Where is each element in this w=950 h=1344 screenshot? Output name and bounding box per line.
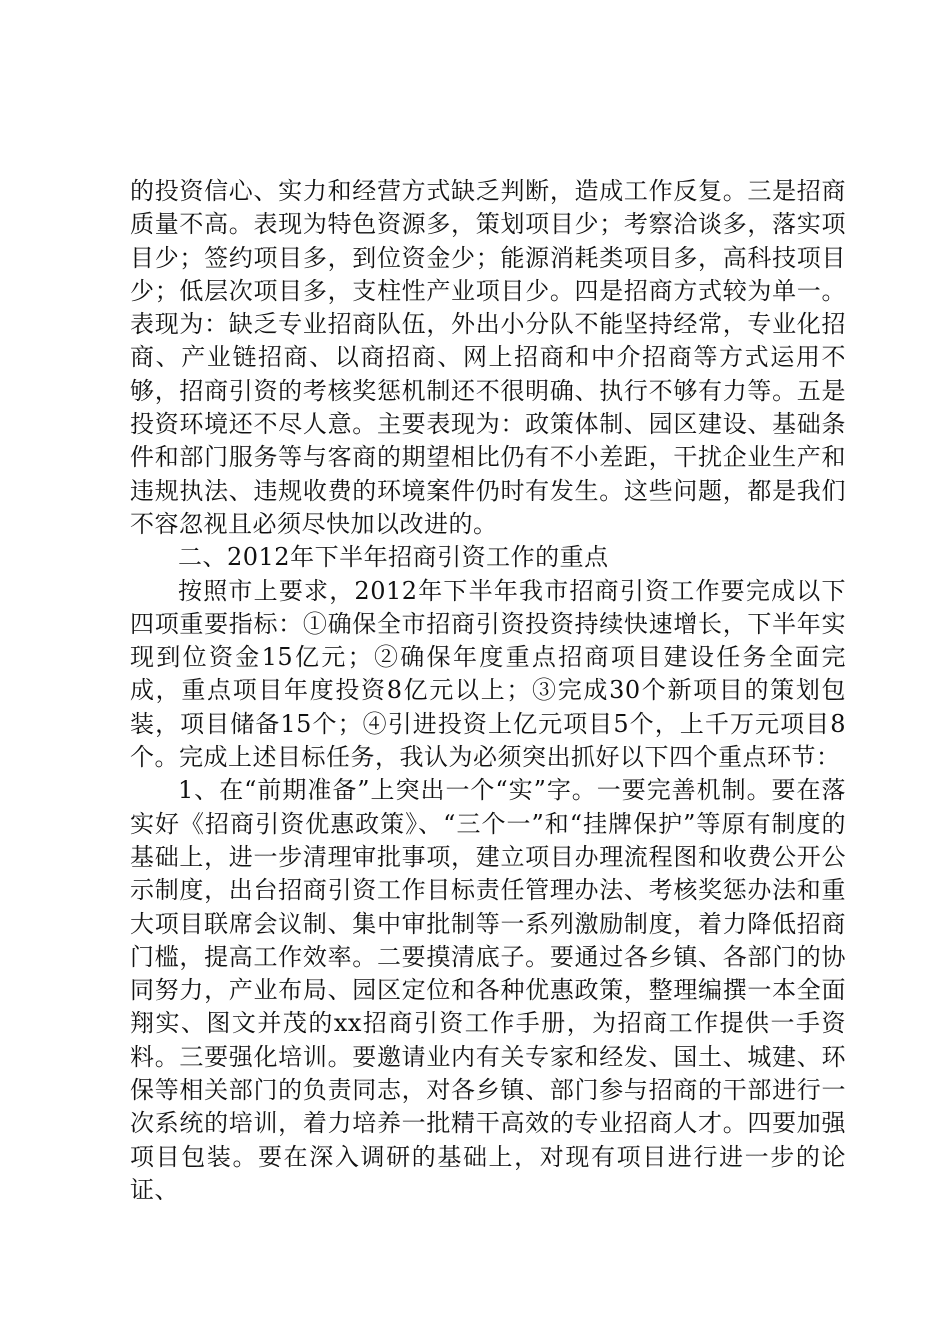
paragraph-problems: 的投资信心、实力和经营方式缺乏判断，造成工作反复。三是招商质量不高。表现为特色资源多，策划项目少；考察洽谈多，落实项目少；签约项目多，到位资金少；能源消耗类项目多，高科技项目少；低层次项目多，支柱性产业项目少。四是招商方式较为单一。表现为：缺乏专业招商队伍，外出小分队不能坚持经常，专业化招商、产业链招商、以商招商、网上招商和中介招商等方式运用不够，招商引资的考核奖惩机制还不很明确、执行不够有力等。五是投资环境还不尽人意。主要表现为：政策体制、园区建设、基础条件和部门服务等与客商的期望相比仍有不小差距，干扰企业生产和违规执法、违规收费的环境案件仍时有发生。这些问题，都是我们不容忽视且必须尽快加以改进的。 bbox=[130, 177, 846, 538]
document-body bbox=[130, 175, 846, 1207]
paragraph-preparation: 1、在“前期准备”上突出一个“实”字。一要完善机制。要在落实好《招商引资优惠政策》、“三个一”和“挂牌保护”等原有制度的基础上，进一步清理审批事项，建立项目办理流程图和收费公开公示制度，出台招商引资工作目标责任管理办法、考核奖惩办法和重大项目联席会议制、集中审批制等一系列激励制度，着力降低招商门槛，提高工作效率。二要摸清底子。要通过各乡镇、各部门的协同努力，产业布局、园区定位和各种优惠政策，整理编撰一本全面翔实、图文并茂的xx招商引资工作手册，为招商工作提供一手资料。三要强化培训。要邀请业内有关专家和经发、国土、城建、环保等相关部门的负责同志，对各乡镇、部门参与招商的干部进行一次系统的培训，着力培养一批精干高效的专业招商人才。四要加强项目包装。要在深入调研的基础上，对现有项目进行进一步的论证、 bbox=[130, 776, 846, 1204]
paragraph-targets: 按照市上要求，2012年下半年我市招商引资工作要完成以下四项重要指标：①确保全市招商引资投资持续快速增长，下半年实现到位资金15亿元；②确保年度重点招商项目建设任务全面完成，重点项目年度投资8亿元以上；③完成30个新项目的策划包装，项目储备15个；④引进投资上亿元项目5个，上千万元项目8个。完成上述目标任务，我认为必须突出抓好以下四个重点环节： bbox=[130, 576, 846, 772]
section-heading-key-points: 二、2012年下半年招商引资工作的重点 bbox=[178, 543, 609, 572]
